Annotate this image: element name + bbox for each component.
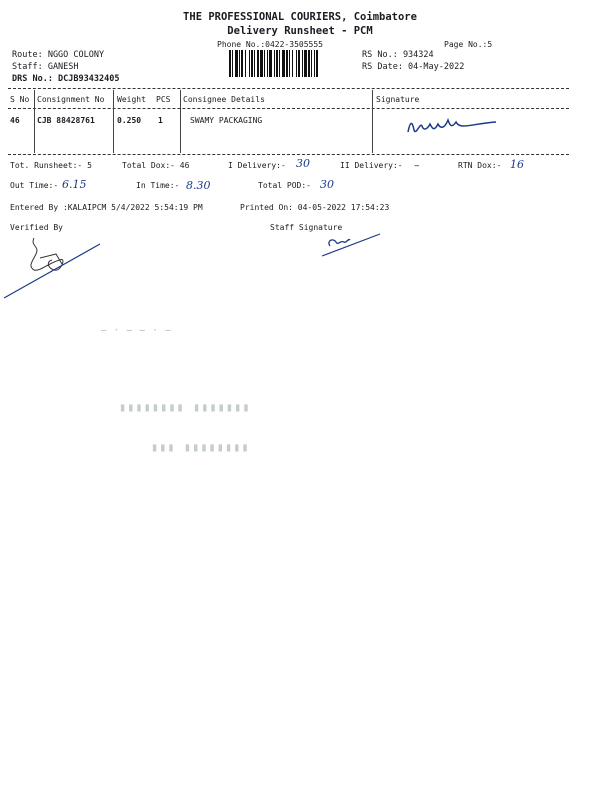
col-header-sno: S No (10, 95, 30, 104)
consignee-signature-icon (400, 110, 510, 142)
bleed-through-text: — · — — · — (100, 326, 171, 336)
staff-signature-label: Staff Signature (270, 223, 343, 232)
document-title: Delivery Runsheet - PCM (227, 25, 373, 37)
row-consignment: CJB 88428761 (37, 116, 95, 125)
rtn-dox-label: RTN Dox:- (458, 161, 502, 170)
ii-delivery-label: II Delivery:- (340, 161, 403, 170)
drs-number: DRS No.: DCJB93432405 (12, 74, 120, 84)
page-number: Page No.:5 (444, 40, 493, 49)
bleed-through-text: ▮▮▮▮▮▮▮▮ ▮▮▮ (150, 440, 249, 454)
col-divider (113, 90, 114, 153)
i-delivery-label: I Delivery:- (228, 161, 286, 170)
row-consignee: SWAMY PACKAGING (190, 116, 263, 125)
in-time-value: 8.30 (186, 179, 211, 192)
bleed-through-text: ▮▮▮▮▮▮▮ ▮▮▮▮▮▮▮▮ (118, 400, 250, 414)
rs-number: RS No.: 934324 (362, 50, 434, 60)
verified-by-label: Verified By (10, 223, 63, 232)
row-pcs: 1 (158, 116, 163, 125)
col-divider (372, 90, 373, 153)
staff-signature-icon (318, 228, 388, 258)
total-dox: Total Dox:- 46 (122, 161, 190, 170)
staff-label: Staff: GANESH (12, 62, 79, 72)
table-bottom-rule (8, 154, 569, 155)
col-divider (34, 90, 35, 153)
out-time-label: Out Time:- (10, 181, 59, 190)
col-divider (180, 90, 181, 153)
row-weight: 0.250 (117, 116, 142, 125)
row-sno: 46 (10, 116, 20, 125)
i-delivery-value: 30 (296, 157, 310, 170)
col-header-consignee: Consignee Details (183, 95, 265, 104)
col-header-consignment: Consignment No (37, 95, 105, 104)
total-runsheet: Tot. Runsheet:- 5 (10, 161, 92, 170)
total-pod-value: 30 (320, 178, 334, 191)
company-title: THE PROFESSIONAL COURIERS, Coimbatore (183, 11, 417, 23)
col-header-pcs: PCS (156, 95, 171, 104)
entered-by: Entered By :KALAIPCM 5/4/2022 5:54:19 PM (10, 203, 203, 212)
phone-number: Phone No.:0422-3505555 (217, 40, 323, 49)
total-pod-label: Total POD:- (258, 181, 311, 190)
table-top-rule (8, 88, 569, 89)
rs-date: RS Date: 04-May-2022 (362, 62, 465, 72)
ii-delivery-value: – (414, 159, 420, 172)
table-header-rule (8, 108, 569, 109)
out-time-value: 6.15 (62, 178, 87, 191)
route-label: Route: NGGO COLONY (12, 50, 105, 60)
col-header-weight: Weight (117, 95, 146, 104)
in-time-label: In Time:- (136, 181, 180, 190)
verifier-signature-icon (0, 232, 110, 302)
col-header-signature: Signature (376, 95, 420, 104)
barcode-icon (229, 50, 349, 77)
rtn-dox-value: 16 (510, 158, 524, 171)
printed-on: Printed On: 04-05-2022 17:54:23 (240, 203, 390, 212)
